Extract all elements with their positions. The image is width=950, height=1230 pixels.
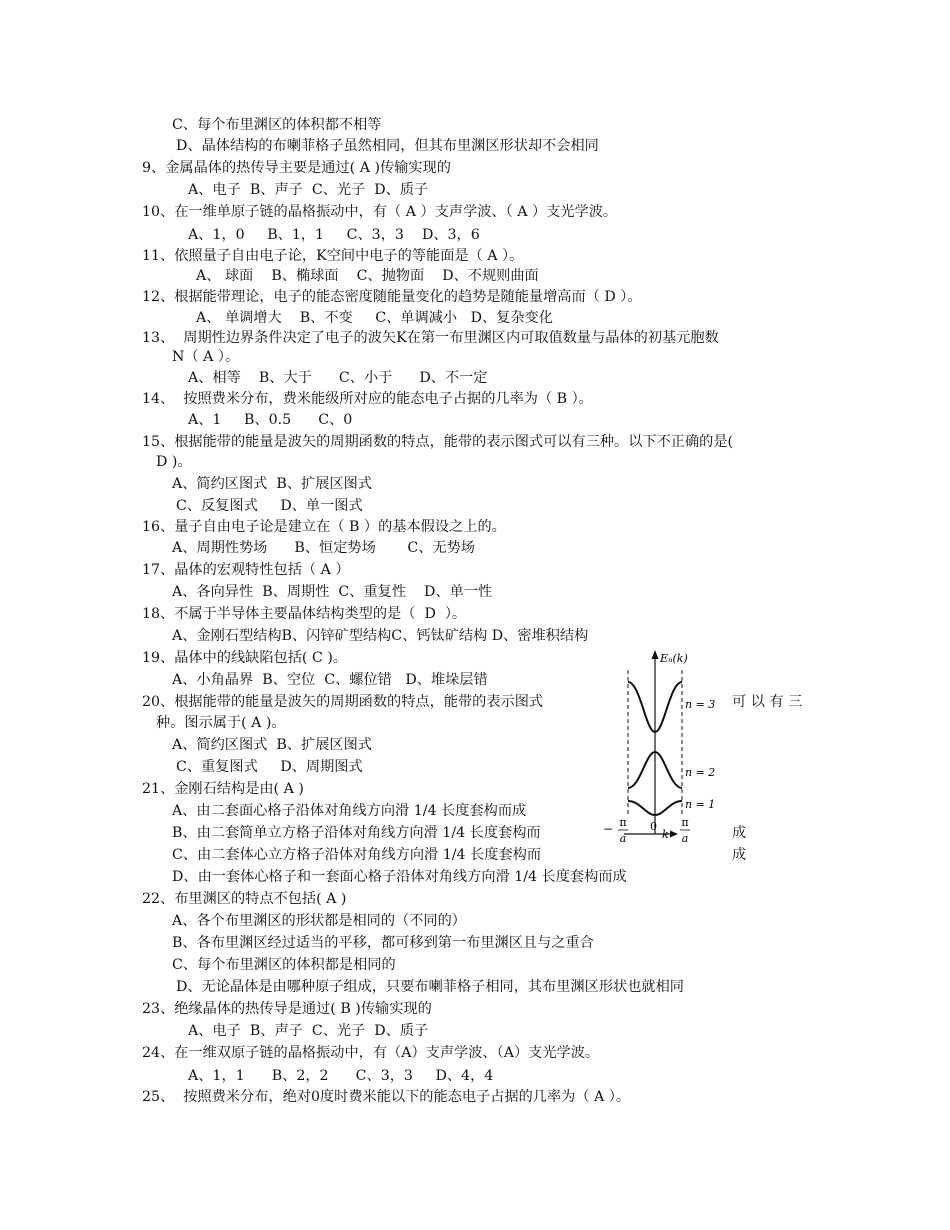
question-21: 21、金刚石结构是由( A ) [142, 781, 304, 797]
option-line: C、由二套体心立方格子沿体对角线方向滑 1/4 长度套构而 [172, 847, 542, 863]
question-24: 24、在一维双原子链的晶格振动中，有（A）支声学波、（A）支光学波。 [142, 1045, 600, 1061]
text-line: D )。 [156, 454, 192, 470]
energy-axis-arrow [652, 650, 659, 659]
question-15: 15、根据能带的能量是波矢的周期函数的特点，能带的表示图式可以有三种。以下不正确的是( [142, 434, 734, 450]
question-13: 13、 周期性边界条件决定了电子的波矢K在第一布里渊区内可取值数量与晶体的初基元胞数 [142, 330, 719, 346]
option-line: B、由二套简单立方格子沿体对角线方向滑 1/4 长度套构而 [172, 825, 541, 841]
tick-right-num: π [681, 816, 689, 829]
question-20: 20、根据能带的能量是波矢的周期函数的特点，能带的表示图式 [142, 694, 544, 710]
text-line: D、晶体结构的布喇菲格子虽然相同，但其布里渊区形状却不会相同 [176, 138, 599, 154]
options: A、 单调增大 B、不变 C、单调减小 D、复杂变化 [196, 310, 553, 326]
energy-axis-label: Eₙ(k) [660, 652, 688, 665]
options: A、相等 B、大于 C、小于 D、不一定 [188, 370, 488, 386]
band-structure-figure [596, 648, 726, 848]
options: A、1，0 B、1，1 C、3，3 D、3，6 [188, 227, 480, 243]
tick-sign: − [603, 822, 614, 836]
text-line: 成 [732, 847, 747, 863]
option-line: D、由一套体心格子和一套面心格子沿体对角线方向滑 1/4 长度套构而成 [172, 869, 627, 885]
options: A、各向异性 B、周期性 C、重复性 D、单一性 [172, 584, 493, 600]
options: A、电子 B、声子 C、光子 D、质子 [188, 1023, 429, 1039]
text-line: C、每个布里渊区的体积都不相等 [172, 117, 382, 133]
band-label: n = 2 [685, 766, 716, 779]
option-line: D、无论晶体是由哪种原子组成，只要布喇菲格子相同，其布里渊区形状也就相同 [176, 979, 684, 995]
option-line: C、每个布里渊区的体积都是相同的 [172, 957, 396, 973]
question-10: 10、在一维单原子链的晶格振动中，有（ A ）支声学波、（ A ）支光学波。 [142, 204, 618, 220]
text-line: 可 以 有 三 [732, 694, 803, 710]
option-line: A、各个布里渊区的形状都是相同的（不同的） [172, 913, 466, 929]
question-22: 22、布里渊区的特点不包括( A ) [142, 891, 347, 907]
options: C、反复图式 D、单一图式 [176, 498, 363, 514]
options: A、1 B、0.5 C、0 [188, 412, 353, 428]
origin-label: 0 [650, 820, 657, 833]
options: A、电子 B、声子 C、光子 D、质子 [188, 182, 429, 198]
option-line: B、各布里渊区经过适当的平移，都可移到第一布里渊区且与之重合 [172, 935, 594, 951]
band-label: n = 1 [685, 798, 716, 811]
options: A、周期性势场 B、恒定势场 C、无势场 [172, 540, 475, 556]
question-18: 18、不属于半导体主要晶体结构类型的是（ D ）。 [142, 606, 467, 622]
options: A、小角晶界 B、空位 C、螺位错 D、堆垛层错 [172, 672, 488, 688]
question-17: 17、晶体的宏观特性包括（ A ） [142, 562, 350, 578]
tick-left-den: a [619, 832, 627, 845]
options: A、简约区图式 B、扩展区图式 [172, 476, 372, 492]
text-line: 成 [732, 825, 747, 841]
question-23: 23、绝缘晶体的热传导是通过( B )传输实现的 [142, 1001, 432, 1017]
question-16: 16、量子自由电子论是建立在（ B ）的基本假设之上的。 [142, 519, 506, 535]
text-line: N（ A ）。 [172, 349, 240, 365]
k-axis-arrow [670, 831, 678, 838]
options: A、1，1 B、2，2 C、3，3 D、4，4 [188, 1068, 494, 1084]
options: A、简约区图式 B、扩展区图式 [172, 737, 372, 753]
question-11: 11、依照量子自由电子论，K空间中电子的等能面是（ A ）。 [142, 248, 524, 264]
tick-left-num: π [619, 816, 627, 829]
options: C、重复图式 D、周期图式 [176, 759, 363, 775]
options: A、金刚石型结构B、闪锌矿型结构C、钙钛矿结构 D、密堆积结构 [172, 628, 589, 644]
tick-right-den: a [681, 832, 689, 845]
question-9: 9、金属晶体的热传导主要是通过( A )传输实现的 [142, 160, 451, 176]
question-19: 19、晶体中的线缺陷包括( C )。 [142, 650, 348, 666]
k-axis-label: k [662, 828, 669, 841]
option-line: A、由二套面心格子沿体对角线方向滑 1/4 长度套构而成 [172, 803, 527, 819]
question-25: 25、 按照费米分布，绝对0度时费米能以下的能态电子占据的几率为（ A ）。 [142, 1089, 631, 1105]
question-14: 14、 按照费米分布，费米能级所对应的能态电子占据的几率为（ B ）。 [142, 391, 593, 407]
options: A、 球面 B、椭球面 C、抛物面 D、不规则曲面 [196, 268, 539, 284]
question-12: 12、根据能带理论，电子的能态密度随能量变化的趋势是随能量增高而（ D ）。 [142, 289, 642, 305]
text-line: 种。图示属于( A )。 [156, 715, 286, 731]
band-label: n = 3 [685, 698, 716, 711]
